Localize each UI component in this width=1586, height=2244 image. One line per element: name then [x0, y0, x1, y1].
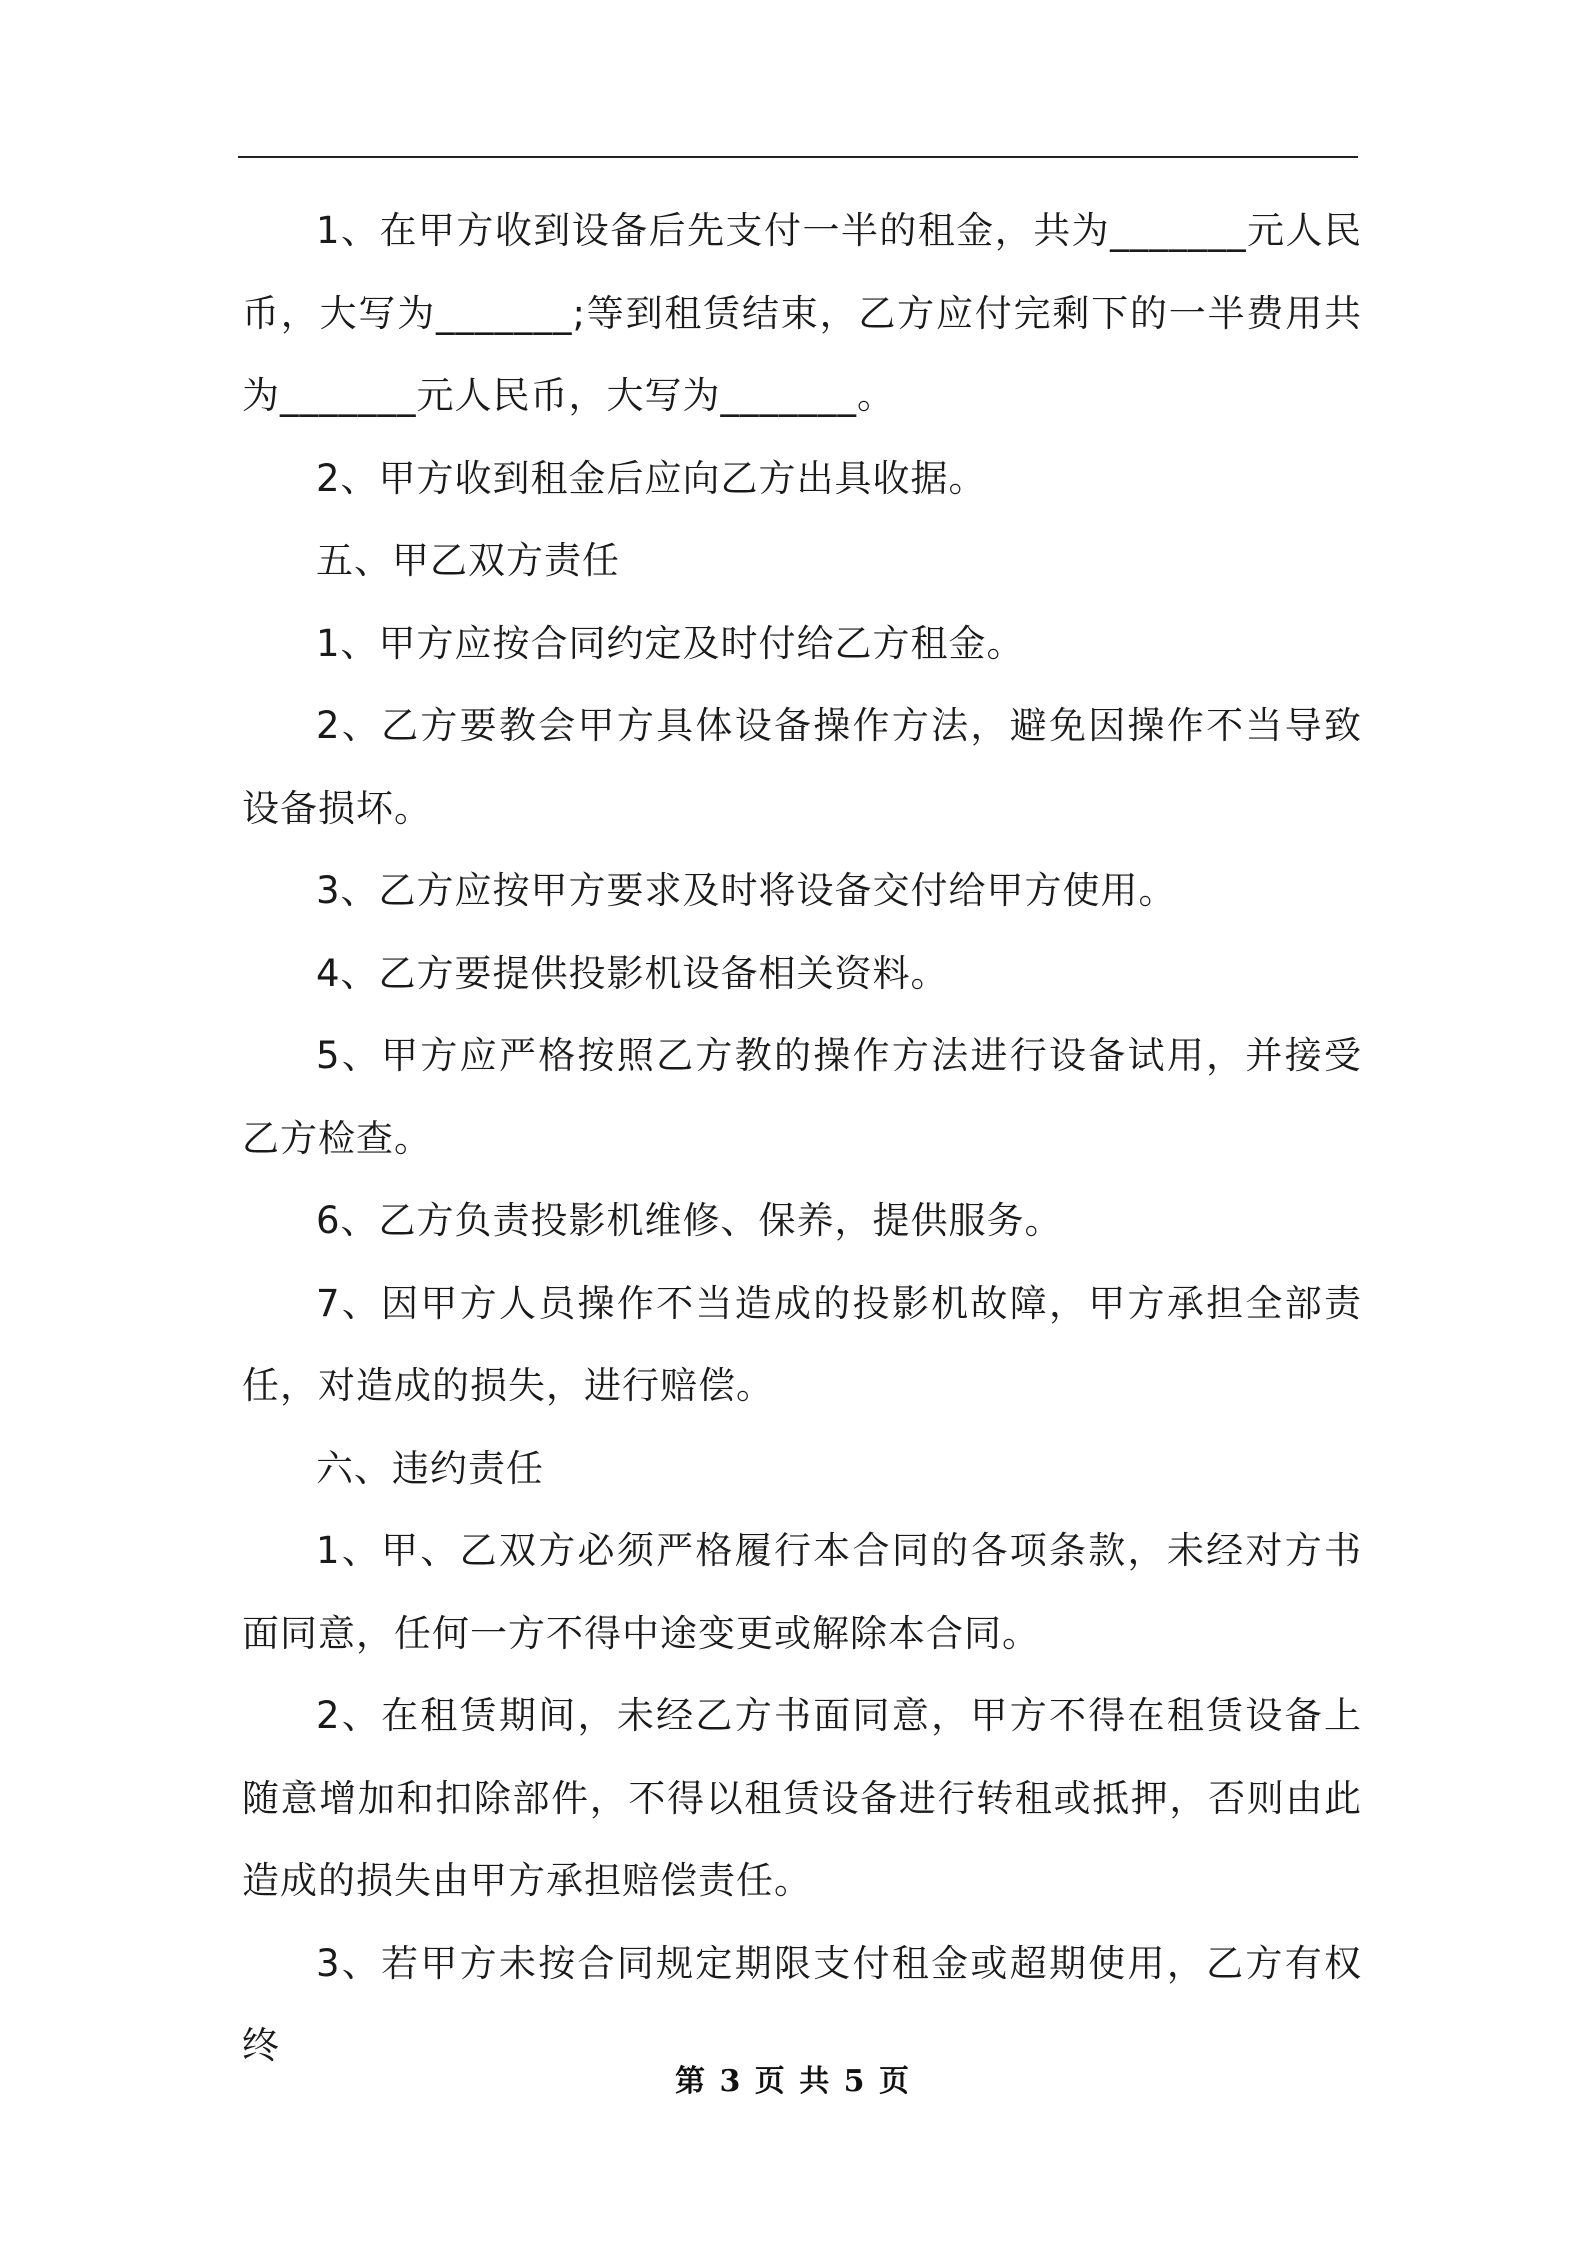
document-body — [242, 190, 1362, 2088]
section-heading-responsibilities: 五、甲乙双方责任 — [316, 539, 620, 582]
clause-breach-2: 2、在租赁期间，未经乙方书面同意，甲方不得在租赁设备上随意增加和扣除部件，不得以租赁设备进行转租或抵押，否则由此造成的损失由甲方承担赔偿责任。 — [242, 1694, 1362, 1902]
page-number: 第 3 页 共 5 页 — [675, 2064, 911, 2099]
clause-receipt: 2、甲方收到租金后应向乙方出具收据。 — [316, 456, 987, 500]
clause-responsibility-5: 5、甲方应严格按照乙方教的操作方法进行设备试用，并接受乙方检查。 — [242, 1034, 1362, 1160]
clause-responsibility-4: 4、乙方要提供投影机设备相关资料。 — [316, 951, 949, 995]
header-divider — [238, 156, 1358, 158]
clause-responsibility-2: 2、乙方要教会甲方具体设备操作方法，避免因操作不当导致设备损坏。 — [242, 704, 1362, 830]
clause-payment-schedule: 1、在甲方收到设备后先支付一半的租金，共为_______元人民币，大写为_______;等到租赁结束，乙方应付完剩下的一半费用共为_______元人民币，大写为_______。 — [242, 209, 1362, 417]
clause-breach-3: 3、若甲方未按合同规定期限支付租金或超期使用，乙方有权终 — [242, 1941, 1362, 2067]
clause-responsibility-3: 3、乙方应按甲方要求及时将设备交付给甲方使用。 — [316, 869, 1177, 912]
clause-responsibility-1: 1、甲方应按合同约定及时付给乙方租金。 — [316, 621, 1025, 665]
clause-responsibility-6: 6、乙方负责投影机维修、保养，提供服务。 — [316, 1199, 1063, 1242]
clause-responsibility-7: 7、因甲方人员操作不当造成的投影机故障，甲方承担全部责任，对造成的损失，进行赔偿。 — [242, 1281, 1362, 1407]
clause-breach-1: 1、甲、乙双方必须严格履行本合同的各项条款，未经对方书面同意，任何一方不得中途变更或解除本合同。 — [242, 1529, 1362, 1655]
section-heading-breach: 六、违约责任 — [316, 1446, 544, 1490]
